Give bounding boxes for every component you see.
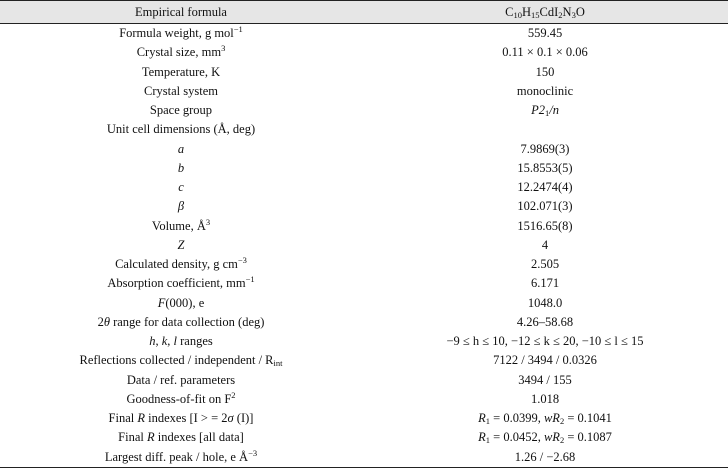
row-label: F(000), e [157,295,205,310]
header-label: Empirical formula [0,1,362,24]
table-row-space-group [0,101,728,120]
row-value: 1.018 [530,391,560,406]
row-value: 102.071(3) [517,199,573,214]
table-row-z [0,236,728,255]
row-label: Unit cell dimensions (Å, deg) [106,122,256,137]
row-value: monoclinic [516,83,574,98]
row-value [362,120,728,139]
row-label: b [177,160,185,175]
table-row-a [0,140,728,159]
row-value: 1.26 / −2.68 [362,448,728,468]
header-formula: $C_{10}H_{15}CdI_2N_3O$ [362,1,728,24]
row-value: 7.9869(3) [520,141,570,156]
row-value: 7122 / 3494 / 0.0326 [493,353,597,368]
table-row-theta-range [0,313,728,332]
row-value: $R_1 = 0.0399$, $wR_2 = 0.1041$ [478,411,612,427]
row-value: 1048.0 [527,295,563,310]
row-label: Final R indexes [all data] [118,430,244,445]
row-label: Volume, $Å^3$ [151,216,211,233]
table-row-peak-hole [0,448,728,468]
row-label: Temperature, K [141,64,221,79]
row-label: Space group [149,103,213,118]
table-row-temperature [0,63,728,82]
row-label: Formula weight, g mol$^{-1}$ [119,24,243,41]
table-row-hkl [0,332,728,351]
row-value: 6.171 [530,276,560,291]
row-value: 1516.65(8) [517,218,573,233]
row-label: Z [177,237,185,252]
row-label: Final R indexes [I > = 2σ (I)] [108,411,254,426]
row-value: 4.26–58.68 [516,314,574,329]
row-label: Reflections collected / independent / $R_{int}$ [79,353,283,369]
row-label: h, k, l ranges [149,334,213,349]
row-value: 4 [541,237,549,252]
row-label: β [177,199,185,214]
table-row-data-params [0,371,728,390]
table-row-density [0,255,728,274]
row-value: 559.45 [527,26,563,41]
table-row-final-r-all [0,428,728,447]
table-row-unit-cell [0,120,728,139]
table-header-row [0,1,728,24]
table-row-volume [0,217,728,236]
row-value: 15.8553(5) [517,160,573,175]
row-value: $R_1 = 0.0452$, $wR_2 = 0.1087$ [478,430,612,446]
row-label: Crystal system [144,83,218,98]
table-row-c [0,178,728,197]
table-row-b [0,159,728,178]
table-row-crystal-size [0,43,728,62]
table-row-gof [0,390,728,409]
row-value: 3494 / 155 [518,372,572,387]
table-row-crystal-system [0,82,728,101]
row-label: Crystal size, $mm^3$ [136,43,226,60]
row-value: 12.2474(4) [517,180,573,195]
table-row-beta [0,197,728,216]
row-value: 2.505 [530,257,560,272]
row-label: Absorption coefficient, $mm^{-1}$ [107,274,255,291]
table-row-formula-weight [0,24,728,44]
row-label: Largest diff. peak / hole, e $Å^{-3}$ [0,448,362,468]
row-label: a [177,141,185,156]
row-value: 0.11 × 0.1 × 0.06 [502,45,588,60]
row-label: Goodness-of-fit on $F^2$ [126,389,236,406]
row-value: −9 ≤ h ≤ 10, −12 ≤ k ≤ 20, −10 ≤ l ≤ 15 [446,334,644,349]
table-row-f000 [0,294,728,313]
row-value: $P2_1/n$ [531,103,559,119]
row-value: 150 [535,64,555,79]
row-label: Data / ref. parameters [126,372,236,387]
row-label: 2θ range for data collection (deg) [97,314,265,329]
table-row-final-r-i [0,409,728,428]
row-label: c [178,180,184,195]
row-label: Calculated density, g $cm^{-3}$ [115,255,247,272]
table-row-absorption [0,274,728,293]
table-row-reflections [0,351,728,370]
